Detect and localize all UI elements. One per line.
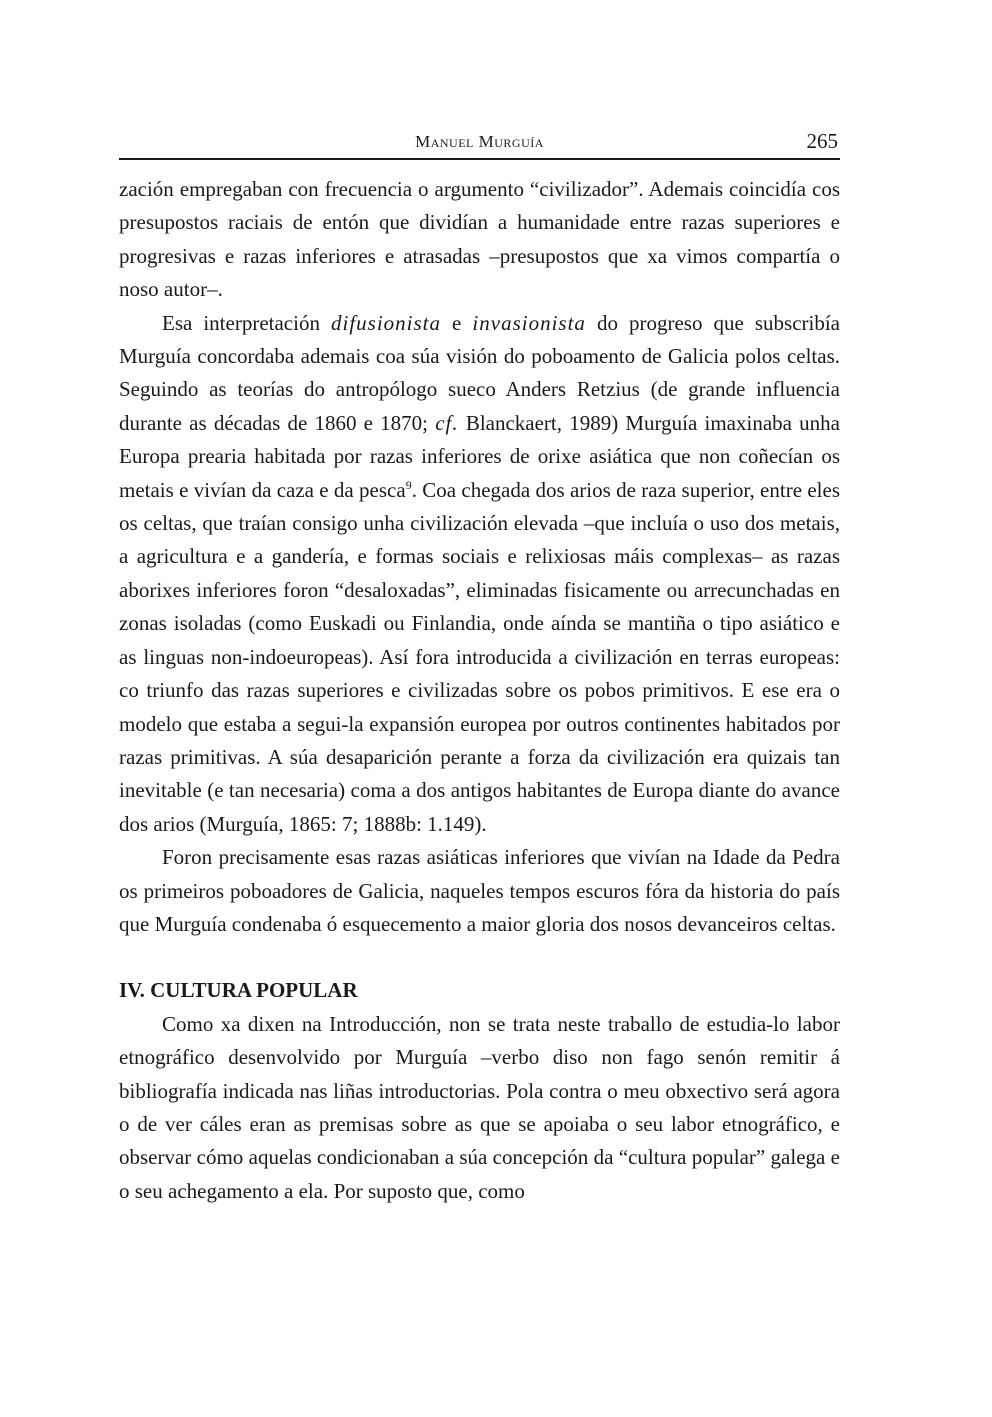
running-header	[119, 128, 840, 160]
body-text	[119, 173, 840, 1208]
section-heading: IV. CULTURA POPULAR	[119, 978, 358, 1003]
paragraph-asiaticas: Foron precisamente esas razas asiáticas inferiores que vivían na Idade da Pedra os primeiros poboadores de Galicia, naqueles tempos escuros fóra da historia do país que Murguía condenaba ó esquecemento a maior gloria dos nosos devanceiros celtas.	[119, 845, 840, 936]
paragraph-text-segment: Esa interpretación	[162, 310, 331, 335]
paragraph-text-segment: e	[441, 310, 473, 335]
paragraph-text-segment: Blanckaert, 1989) Murguía imaxinaba unha Europa prearia habitada por razas inferiores de orixe asiática que non coñecían os metais e vivían da caza e da pesca	[119, 410, 840, 502]
paragraph-text-segment: . Coa chegada dos arios de raza superior, entre eles os celtas, que traían consigo unha civilización elevada –que incluía o uso dos metais, a agricultura e a gandería, e formas sociais e relixiosas máis complexas– as razas aborixes inferiores foron “desaloxadas”, eliminadas fisicamente ou arrecunchadas en zonas isoladas (como Euskadi ou Finlandia, onde aínda se mantiña o tipo asiático e as linguas non-indoeuropeas). Así fora introducida a civilización en terras europeas: co triunfo das razas superiores e civilizadas sobre os pobos primitivos. E ese era o modelo que estaba a segui-la expansión europea por outros continentes habitados por razas primitivas. A súa desaparición perante a forza da civilización era quizais tan inevitable (e tan necesaria) coma a dos antigos habitantes de Europa diante do avance dos arios (Murguía, 1865: 7; 1888b: 1.149).	[119, 477, 840, 836]
page-number: 265	[806, 129, 838, 153]
running-header-author: Manuel Murguía	[415, 132, 544, 151]
italic-cf: cf.	[435, 410, 459, 435]
book-page	[119, 128, 840, 1208]
italic-term-invasionista: invasionista	[472, 310, 586, 335]
footnote-reference[interactable]: 9	[405, 477, 412, 492]
italic-term-difusionista: difusionista	[331, 310, 442, 335]
paragraph-difusionista	[119, 307, 840, 842]
paragraph-text-segment: do progreso que subscribía Murguía concordaba ademais coa súa visión do poboamento de Galicia polos celtas. Seguindo as teorías do antropólogo sueco Anders Retzius (de grande influencia durante as décadas de 1860 e 1870;	[119, 310, 841, 435]
paragraph-continuation: zación empregaban con frecuencia o argumento “civilizador”. Ademais coincidía cos presupostos raciais de entón que dividían a humanidade entre razas superiores e progresivas e razas inferiores e atrasadas –presupostos que xa vimos compartía o noso autor–.	[119, 177, 840, 302]
paragraph-cultura-popular: Como xa dixen na Introducción, non se trata neste traballo de estudia-lo labor etnográfico desenvolvido por Murguía –verbo diso non fago senón remitir á bibliografía indicada nas liñas introductorias. Pola contra o meu obxectivo será agora o de ver cáles eran as premisas sobre as que se apoiaba o seu labor etnográfico, e observar cómo aquelas condicionaban a súa concepción da “cultura popular” galega e o seu achegamento a ela. Por suposto que, como	[119, 1011, 840, 1203]
